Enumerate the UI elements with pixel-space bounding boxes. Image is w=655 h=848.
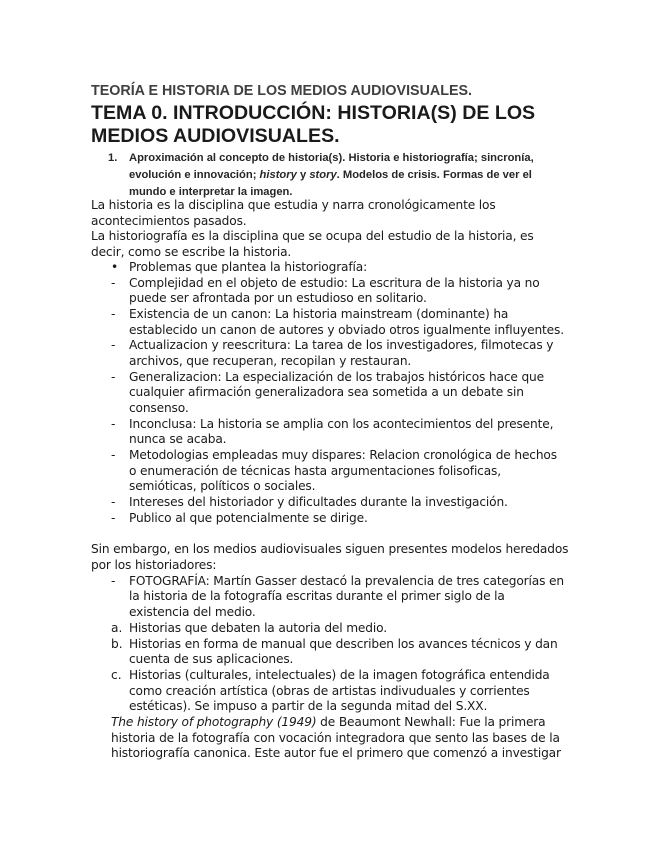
paragraph-line: por los historiadores: xyxy=(91,558,217,572)
list-item: existencia del medio. xyxy=(129,605,256,619)
section-heading xyxy=(108,150,568,201)
list-item: archivos, que recuperan, recopilan y restauran. xyxy=(129,354,412,368)
bullet-line: Problemas que plantea la historiografía: xyxy=(129,260,368,274)
dash-marker: - xyxy=(111,448,116,462)
list-item: Publico al que potencialmente se dirige. xyxy=(129,511,368,525)
dash-marker: - xyxy=(111,307,116,321)
list-item: cualquier afirmación generalizadora sea sometida a un debate sin xyxy=(129,385,524,399)
list-item: Intereses del historiador y dificultades durante la investigación. xyxy=(129,495,508,509)
dash-marker: - xyxy=(111,370,116,384)
list-item: semióticas, políticos o sociales. xyxy=(129,479,316,493)
tema-heading-line: MEDIOS AUDIOVISUALES. xyxy=(91,125,340,147)
list-item: nunca se acaba. xyxy=(129,432,227,446)
list-item: Historias (culturales, intelectuales) de la imagen fotográfica entendida xyxy=(129,668,550,682)
list-item: Actualizacion y reescritura: La tarea de los investigadores, filmotecas y xyxy=(129,338,554,352)
list-item: estéticas). Se impuso a partir de la segunda mitad del S.XX. xyxy=(129,699,488,713)
dash-marker: - xyxy=(111,511,116,525)
dash-marker: - xyxy=(111,276,116,290)
newhall-line: The history of photography (1949) de Beaumont Newhall: Fue la primera xyxy=(111,715,546,729)
intro-line: La historia es la disciplina que estudia y narra cronológicamente los xyxy=(91,198,496,212)
list-item: la historia de la fotografía escritas durante el primer siglo de la xyxy=(129,589,505,603)
list-item: Historias que debaten la autoria del medio. xyxy=(129,621,387,635)
list-item: Generalizacion: La especialización de los trabajos históricos hace que xyxy=(129,370,544,384)
section-heading-line: Aproximación al concepto de historia(s). Historia e historiografía; sincronía, xyxy=(129,152,534,164)
course-title: TEORÍA E HISTORIA DE LOS MEDIOS AUDIOVISUALES. xyxy=(91,83,473,99)
dash-marker: - xyxy=(111,417,116,431)
tema-heading-line: TEMA 0. INTRODUCCIÓN: HISTORIA(S) DE LOS xyxy=(91,102,536,124)
dash-marker: - xyxy=(111,574,116,588)
list-item: Historias en forma de manual que describen los avances técnicos y dan xyxy=(129,637,558,651)
bullet-marker: • xyxy=(111,260,119,274)
list-item: puede ser afrontada por un estudioso en solitario. xyxy=(129,291,427,305)
history-term: history xyxy=(259,169,297,181)
list-item: Metodologias empleadas muy dispares: Relacion cronológica de hechos xyxy=(129,448,557,462)
list-item: Inconclusa: La historia se amplia con los acontecimientos del presente, xyxy=(129,417,554,431)
intro-line: acontecimientos pasados. xyxy=(91,214,247,228)
list-item: establecido un canon de autores y obviado otros igualmente influyentes. xyxy=(129,323,564,337)
list-item: Complejidad en el objeto de estudio: La escritura de la historia ya no xyxy=(129,276,540,290)
newhall-line: historia de la fotografía con vocación integradora que sento las bases de la xyxy=(111,731,560,745)
list-item: cuenta de sus aplicaciones. xyxy=(129,652,294,666)
tema-heading xyxy=(91,102,535,148)
section-number: 1. xyxy=(108,152,118,164)
list-item: o enumeración de técnicas hasta argumentaciones folisoficas, xyxy=(129,464,501,478)
intro-line: La historiografía es la disciplina que se ocupa del estudio de la historia, es xyxy=(91,229,534,243)
dash-marker: - xyxy=(111,338,116,352)
book-title: The history of photography (1949) xyxy=(111,715,317,729)
letter-marker: b. xyxy=(111,637,123,651)
letter-marker: c. xyxy=(111,668,122,682)
section-heading-line: mundo e interpretar la imagen. xyxy=(129,186,293,198)
list-item: FOTOGRAFÍA: Martín Gasser destacó la prevalencia de tres categorías en xyxy=(129,574,564,588)
list-item: como creación artística (obras de artistas indivuduales y corrientes xyxy=(129,684,530,698)
section-heading-line: evolución e innovación; history y story. Modelos de crisis. Formas de ver el xyxy=(129,169,532,181)
list-item: Existencia de un canon: La historia mainstream (dominante) ha xyxy=(129,307,509,321)
story-term: story xyxy=(309,169,337,181)
dash-marker: - xyxy=(111,495,116,509)
paragraph-line: Sin embargo, en los medios audiovisuales siguen presentes modelos heredados xyxy=(91,542,569,556)
letter-marker: a. xyxy=(111,621,123,635)
intro-line: decir, como se escribe la historia. xyxy=(91,245,292,259)
list-item: consenso. xyxy=(129,401,189,415)
newhall-line: historiografía canonica. Este autor fue el primero que comenzó a investigar xyxy=(111,746,561,760)
